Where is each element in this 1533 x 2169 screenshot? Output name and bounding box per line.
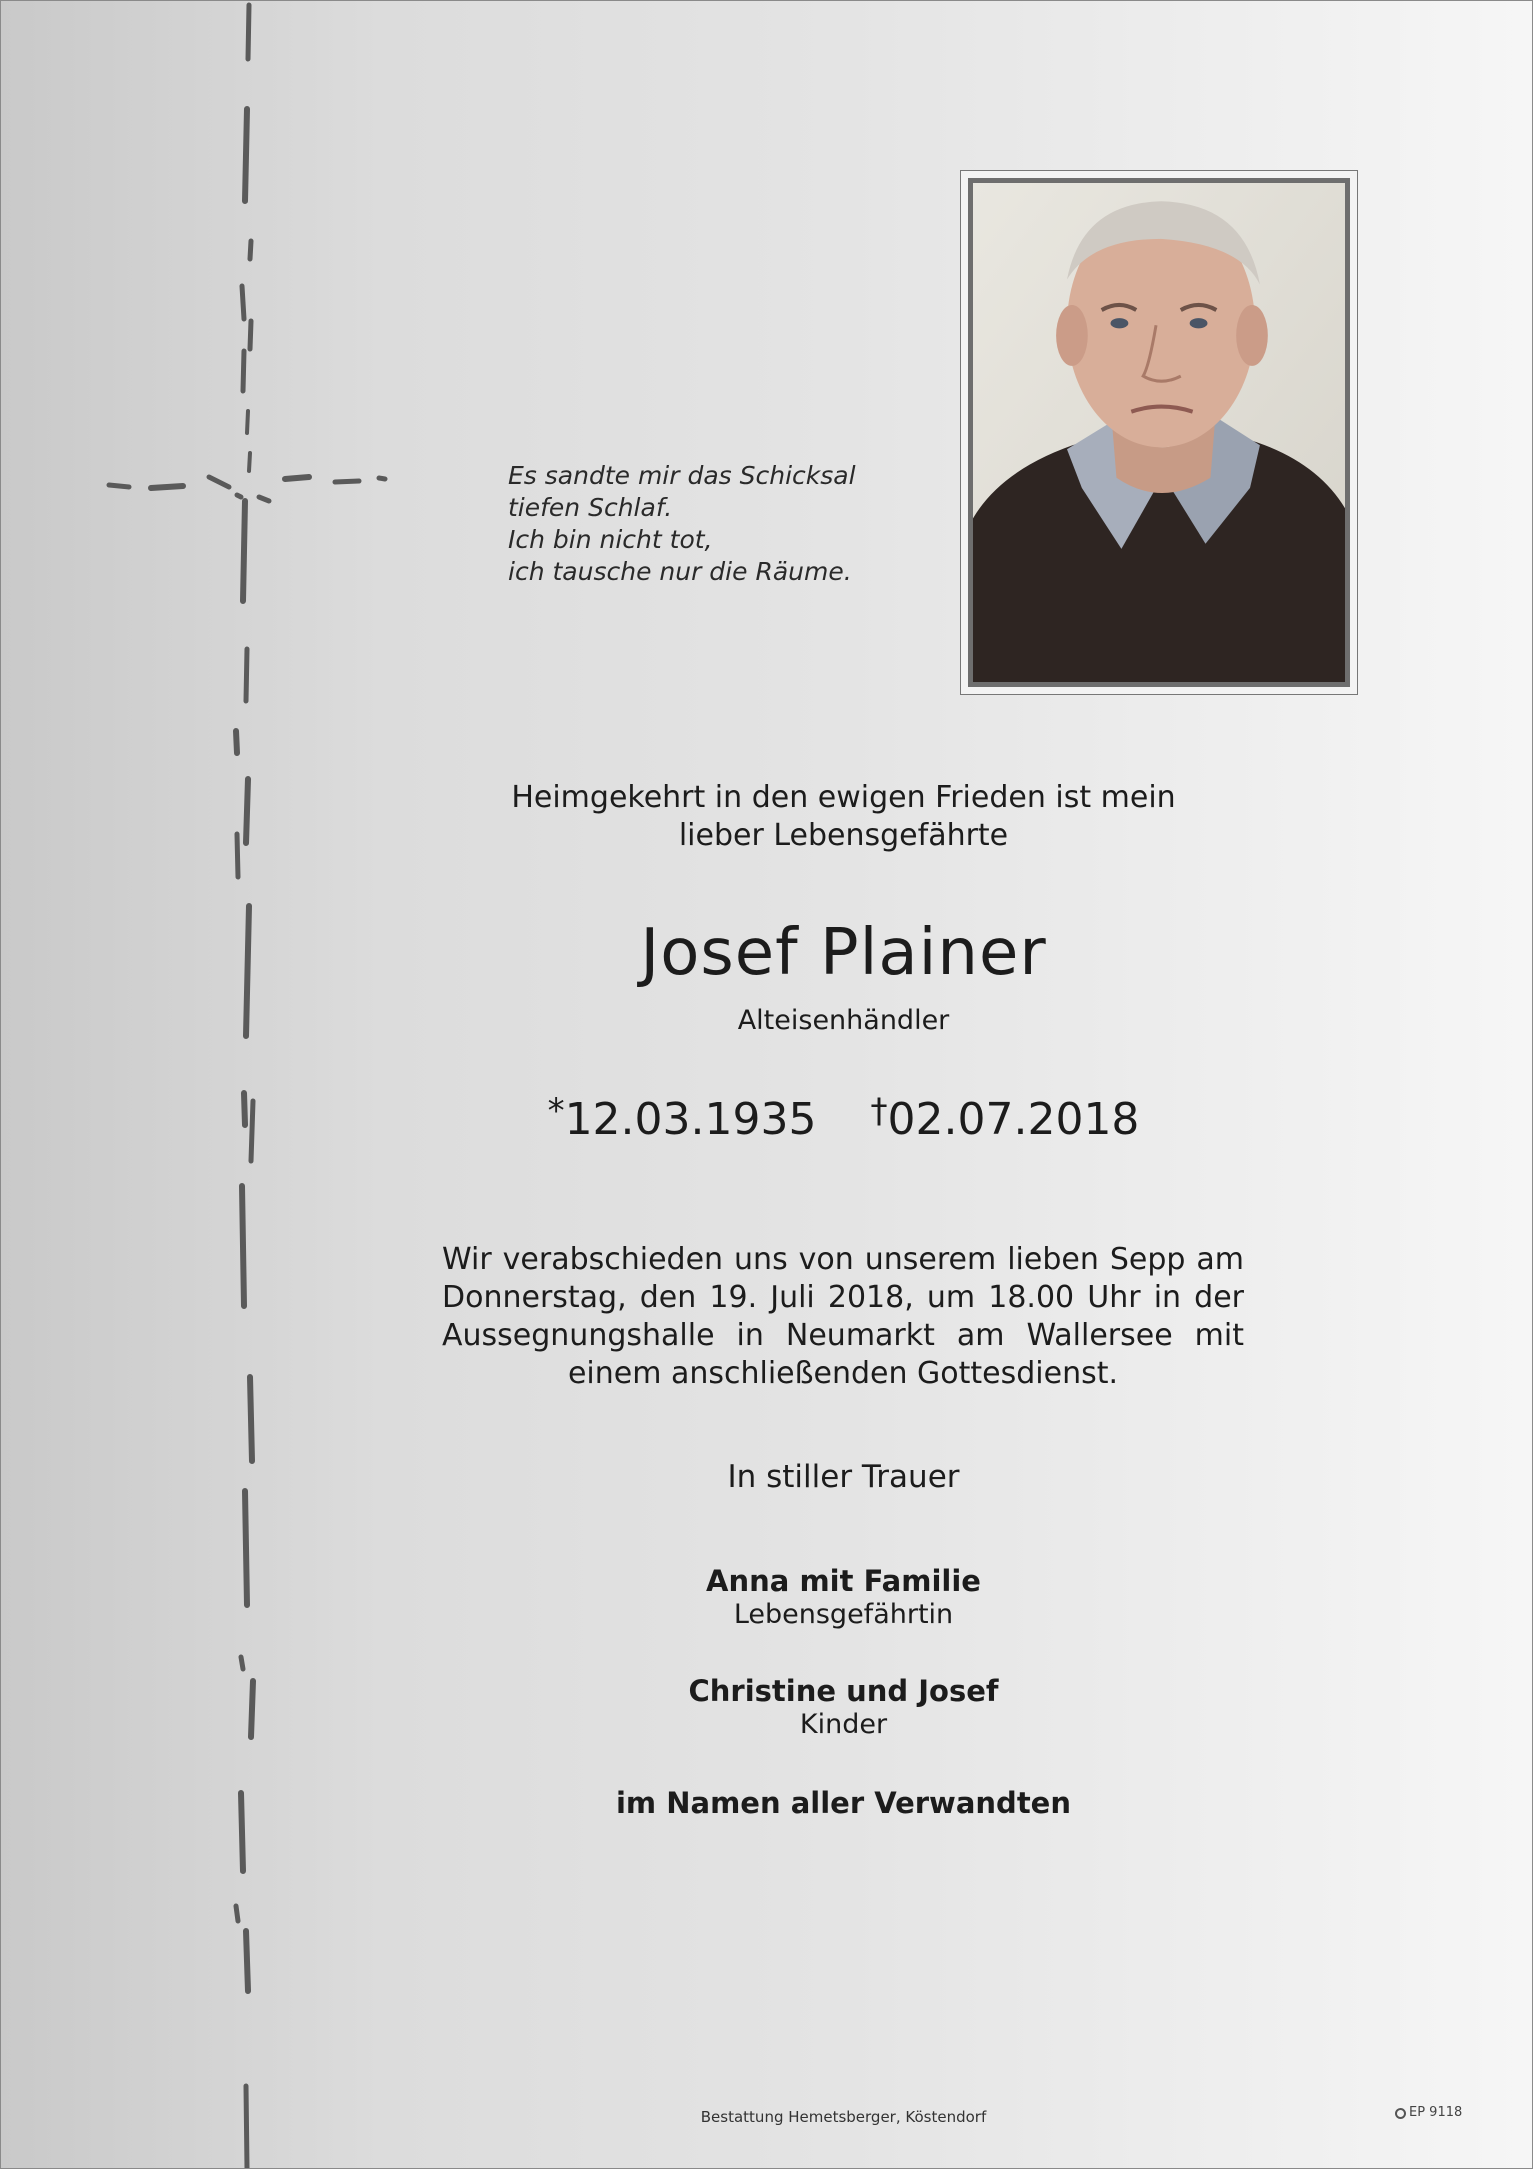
closing-line: im Namen aller Verwandten xyxy=(615,1786,1071,1820)
birth-symbol: * xyxy=(547,1091,565,1131)
death-symbol: † xyxy=(870,1091,888,1131)
mourning-heading: In stiller Trauer xyxy=(727,1459,960,1495)
intro-line: lieber Lebensgefährte xyxy=(678,818,1009,853)
intro-text xyxy=(301,779,1386,855)
portrait-frame xyxy=(960,170,1358,695)
death-date: 02.07.2018 xyxy=(887,1094,1140,1145)
poem-line: ich tausche nur die Räume. xyxy=(508,557,852,586)
farewell-text: Wir verabschieden uns von unserem lieben Sepp am Donnerstag, den 19. Juli 2018, um 18.00 Uhr in der Aussegnungshalle in Neumarkt am Wallersee mit einem anschließenden Gottesdienst. xyxy=(442,1242,1244,1391)
mourner xyxy=(301,1563,1386,1631)
deceased-occupation: Alteisenhändler xyxy=(737,1005,950,1036)
mourner xyxy=(301,1673,1386,1741)
print-code xyxy=(1395,2105,1462,2120)
mourner-name: Christine und Josef xyxy=(688,1674,999,1708)
poem-line: Ich bin nicht tot, xyxy=(508,525,713,554)
undertaker-footer: Bestattung Hemetsberger, Köstendorf xyxy=(700,2108,987,2126)
publisher-logo-icon xyxy=(1395,2108,1406,2119)
mourner-role: Lebensgefährtin xyxy=(733,1599,954,1630)
mourner-role: Kinder xyxy=(799,1709,888,1740)
poem xyxy=(508,460,928,588)
intro-line: Heimgekehrt in den ewigen Frieden ist mein xyxy=(511,780,1176,815)
poem-line: Es sandte mir das Schicksal xyxy=(508,461,856,490)
birth-date: 12.03.1935 xyxy=(564,1094,817,1145)
deceased-name: Josef Plainer xyxy=(640,916,1047,990)
portrait-image xyxy=(973,183,1345,682)
mourner-name: Anna mit Familie xyxy=(706,1564,981,1598)
poem-line: tiefen Schlaf. xyxy=(508,493,673,522)
life-dates xyxy=(301,1081,1386,1150)
print-code-text: EP 9118 xyxy=(1409,2105,1463,2120)
portrait-photo xyxy=(968,178,1350,687)
